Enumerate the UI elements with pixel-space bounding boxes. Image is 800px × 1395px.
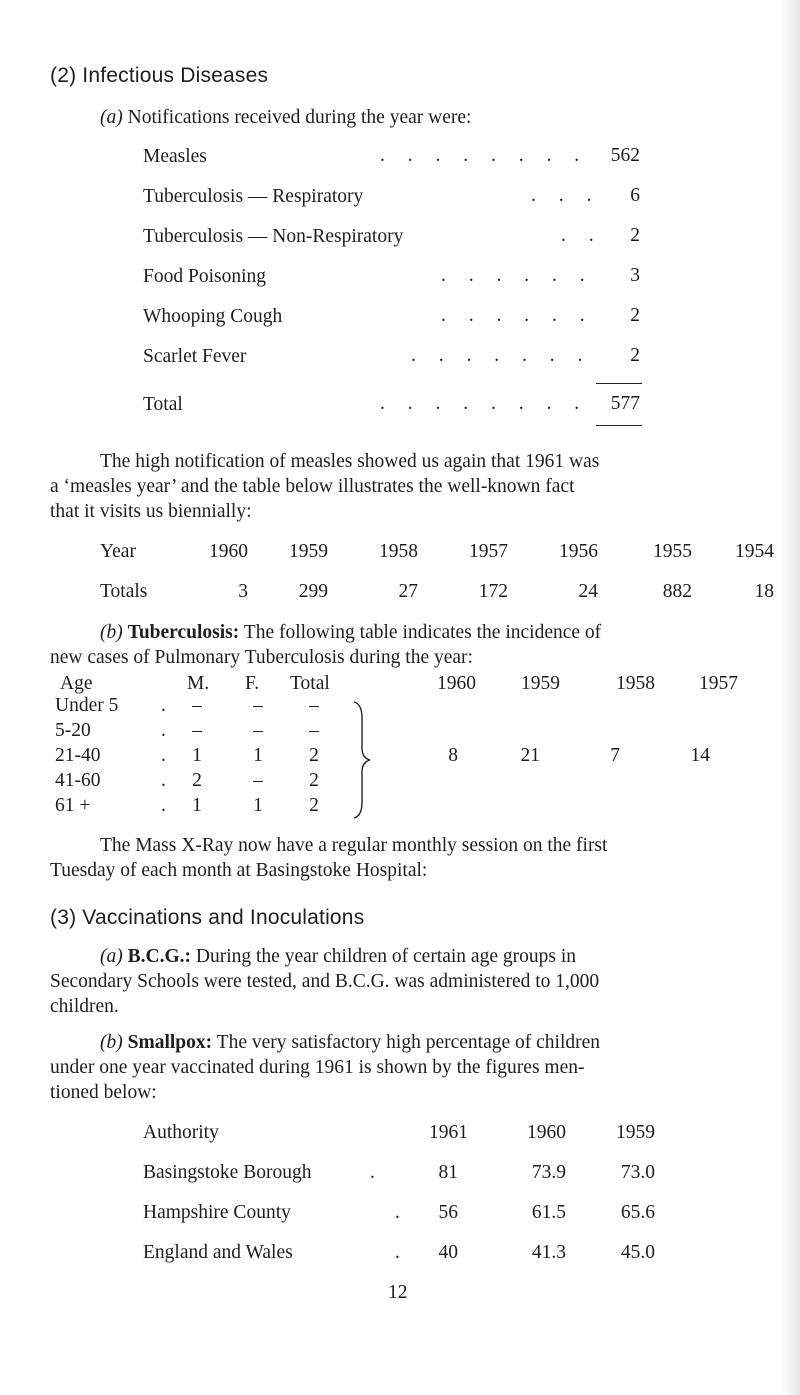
age-cell: 41-60 xyxy=(55,770,101,791)
leader-dots: . . . xyxy=(531,185,601,206)
bcg-paragraph-line: children. xyxy=(50,996,119,1017)
subsection-b-label: (b) xyxy=(100,622,123,643)
age-cell: Under 5 xyxy=(55,695,119,716)
leader-dots: . . . . . . . . xyxy=(380,145,589,166)
leader-dot: . xyxy=(395,1202,400,1223)
notification-value: 2 xyxy=(630,345,640,366)
subsection-b-text: The very satisfactory high percentage of children xyxy=(216,1032,601,1053)
age-cell: 5-20 xyxy=(55,720,91,741)
notification-value: 3 xyxy=(630,265,640,286)
prev-year-value: 21 xyxy=(520,745,540,766)
prev-year-header: 1960 xyxy=(437,673,476,694)
total-value: 577 xyxy=(610,393,640,414)
leader-dot: . xyxy=(161,720,166,741)
age-cell: 21-40 xyxy=(55,745,101,766)
subsection-a-title: B.C.G.: xyxy=(127,946,191,967)
total-cell: 172 xyxy=(478,581,508,602)
prev-year-value: 8 xyxy=(448,745,458,766)
total-cell: 24 xyxy=(578,581,598,602)
value-1961: 40 xyxy=(438,1242,458,1263)
bcg-paragraph-line: Secondary Schools were tested, and B.C.G. was administered to 1,000 xyxy=(50,971,600,992)
total-rule-top xyxy=(596,383,642,384)
notification-name: Tuberculosis — Non-Respiratory xyxy=(143,226,404,247)
f-cell: – xyxy=(253,770,263,791)
notification-value: 2 xyxy=(630,225,640,246)
notification-name: Whooping Cough xyxy=(143,306,283,327)
age-cell: 61 + xyxy=(55,795,91,816)
notification-name: Measles xyxy=(143,146,207,167)
value-1960: 73.9 xyxy=(531,1162,566,1183)
page-number: 12 xyxy=(388,1282,408,1303)
m-cell: 2 xyxy=(192,770,202,791)
smallpox-paragraph-line: under one year vaccinated during 1961 is shown by the figures men- xyxy=(50,1057,585,1078)
total-cell: 2 xyxy=(309,745,319,766)
leader-dots: . . . . . . . . xyxy=(380,393,589,414)
subsection-a-label: (a) xyxy=(100,946,123,967)
year-cell: 1955 xyxy=(653,541,692,562)
smallpox-paragraph-line xyxy=(100,1031,600,1055)
f-cell: – xyxy=(253,695,263,716)
header-authority: Authority xyxy=(143,1122,219,1143)
total-cell: 18 xyxy=(754,581,774,602)
subsection-b-title: Tuberculosis: xyxy=(127,622,240,643)
notification-name: Food Poisoning xyxy=(143,266,266,287)
m-cell: – xyxy=(192,695,202,716)
total-cell: 2 xyxy=(309,795,319,816)
subsection-b-text: The following table indicates the incidence of xyxy=(243,622,602,643)
header-year: 1959 xyxy=(616,1122,655,1143)
header-year: 1961 xyxy=(429,1122,468,1143)
total-cell: – xyxy=(309,695,319,716)
total-cell: 27 xyxy=(398,581,418,602)
notification-value: 6 xyxy=(630,185,640,206)
total-cell: – xyxy=(309,720,319,741)
leader-dot: . xyxy=(161,745,166,766)
value-1959: 45.0 xyxy=(620,1242,655,1263)
header-year: 1960 xyxy=(527,1122,566,1143)
xray-paragraph-line: Tuesday of each month at Basingstoke Hospital: xyxy=(50,860,428,881)
total-rule-bottom xyxy=(596,425,642,426)
prev-year-value: 7 xyxy=(610,745,620,766)
right-brace-icon xyxy=(352,700,374,820)
year-cell: 1958 xyxy=(379,541,418,562)
year-cell: 1960 xyxy=(209,541,248,562)
subsection-b-title: Smallpox: xyxy=(127,1032,213,1053)
prev-year-header: 1957 xyxy=(699,673,738,694)
bcg-paragraph-line xyxy=(100,945,576,969)
f-cell: 1 xyxy=(253,795,263,816)
m-cell: 1 xyxy=(192,795,202,816)
notification-value: 562 xyxy=(610,145,640,166)
smallpox-paragraph-line: tioned below: xyxy=(50,1082,157,1103)
value-1960: 61.5 xyxy=(531,1202,566,1223)
year-cell: 1954 xyxy=(735,541,774,562)
notification-value: 2 xyxy=(630,305,640,326)
prev-year-value: 14 xyxy=(690,745,710,766)
subsection-a-intro xyxy=(100,106,471,130)
total-cell: 299 xyxy=(298,581,328,602)
leader-dots: . . . . . . xyxy=(441,305,594,326)
prev-year-header: 1958 xyxy=(616,673,655,694)
authority-cell: England and Wales xyxy=(143,1242,293,1263)
header-total: Total xyxy=(290,673,330,694)
leader-dots: . . xyxy=(561,225,603,246)
total-label: Total xyxy=(143,394,183,415)
value-1961: 81 xyxy=(438,1162,458,1183)
leader-dot: . xyxy=(161,795,166,816)
leader-dots: . . . . . . xyxy=(441,265,594,286)
leader-dot: . xyxy=(161,770,166,791)
year-cell: 1956 xyxy=(559,541,598,562)
section-heading-vaccinations: (3) Vaccinations and Inoculations xyxy=(50,906,365,929)
value-1961: 56 xyxy=(438,1202,458,1223)
subsection-a-text: Notifications received during the year were: xyxy=(127,107,472,128)
total-cell: 2 xyxy=(309,770,319,791)
header-f: F. xyxy=(245,673,260,694)
tuberculosis-intro-line: new cases of Pulmonary Tuberculosis during the year: xyxy=(50,647,473,668)
f-cell: – xyxy=(253,720,263,741)
authority-cell: Hampshire County xyxy=(143,1202,291,1223)
value-1959: 73.0 xyxy=(620,1162,655,1183)
row-label-totals: Totals xyxy=(100,581,148,602)
prev-year-header: 1959 xyxy=(521,673,560,694)
authority-cell: Basingstoke Borough xyxy=(143,1162,312,1183)
header-age: Age xyxy=(60,673,93,694)
row-label-year: Year xyxy=(100,541,136,562)
leader-dot: . xyxy=(161,695,166,716)
year-cell: 1957 xyxy=(469,541,508,562)
header-m: M. xyxy=(187,673,210,694)
measles-paragraph-line: that it visits us biennially: xyxy=(50,501,252,522)
tuberculosis-intro-line xyxy=(100,621,601,645)
section-heading-infectious-diseases: (2) Infectious Diseases xyxy=(50,64,269,87)
leader-dots: . . . . . . . xyxy=(411,345,592,366)
value-1959: 65.6 xyxy=(620,1202,655,1223)
notification-name: Scarlet Fever xyxy=(143,346,247,367)
xray-paragraph-line: The Mass X-Ray now have a regular monthly session on the first xyxy=(100,835,608,856)
m-cell: 1 xyxy=(192,745,202,766)
subsection-a-label: (a) xyxy=(100,107,123,128)
f-cell: 1 xyxy=(253,745,263,766)
year-cell: 1959 xyxy=(289,541,328,562)
page-edge-shadow xyxy=(782,0,800,1395)
notification-name: Tuberculosis — Respiratory xyxy=(143,186,364,207)
leader-dot: . xyxy=(395,1242,400,1263)
measles-paragraph-line: a ‘measles year’ and the table below illustrates the well-known fact xyxy=(50,476,575,497)
m-cell: – xyxy=(192,720,202,741)
measles-paragraph-line: The high notification of measles showed us again that 1961 was xyxy=(100,451,600,472)
subsection-a-text: During the year children of certain age groups in xyxy=(195,946,576,967)
total-cell: 882 xyxy=(662,581,692,602)
total-cell: 3 xyxy=(238,581,248,602)
value-1960: 41.3 xyxy=(531,1242,566,1263)
subsection-b-label: (b) xyxy=(100,1032,123,1053)
leader-dot: . xyxy=(370,1162,375,1183)
